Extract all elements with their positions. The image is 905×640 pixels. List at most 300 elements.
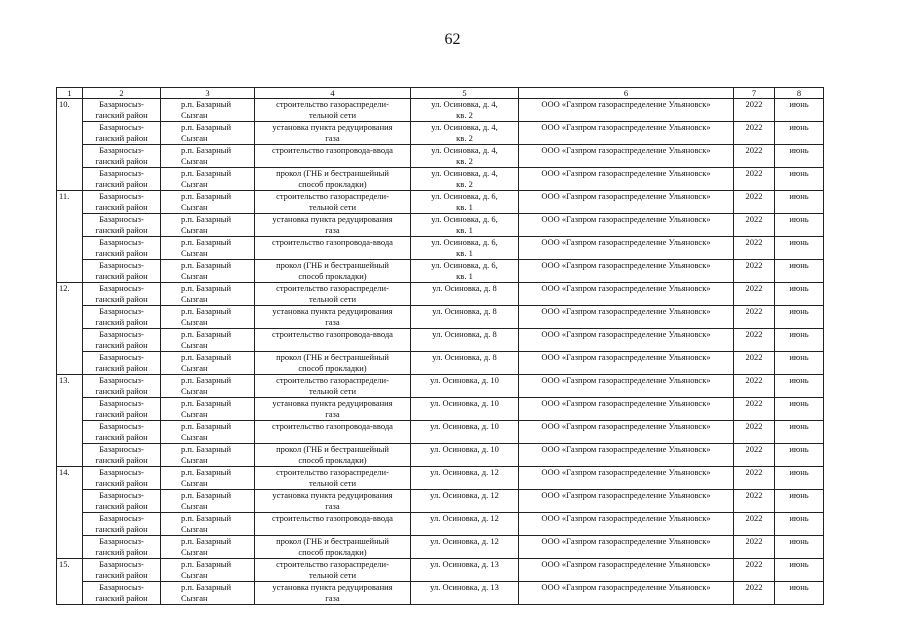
district-cell-line: ганский район <box>95 570 148 580</box>
work-type-cell-line: строительство газораспредели- <box>276 283 389 293</box>
work-type-cell-line: способ прокладки) <box>298 363 367 373</box>
year-cell: 2022 <box>734 490 775 513</box>
district-cell-line: ганский район <box>95 248 148 258</box>
work-type-cell-line: установка пункта редуцирования <box>272 490 393 500</box>
organization-cell: ООО «Газпром газораспределение Ульяновск» <box>519 122 734 145</box>
district-cell-line: ганский район <box>95 386 148 396</box>
month-cell: июнь <box>775 352 824 375</box>
work-type-cell <box>255 260 411 283</box>
settlement-cell-line: р.п. Базарный <box>181 145 232 155</box>
organization-cell: ООО «Газпром газораспределение Ульяновск» <box>519 513 734 536</box>
settlement-cell-line: р.п. Базарный <box>181 559 232 569</box>
address-cell-line: ул. Осиновка, д. 12 <box>430 467 499 477</box>
address-cell <box>411 375 519 398</box>
month-cell: июнь <box>775 214 824 237</box>
year-cell: 2022 <box>734 421 775 444</box>
table-row <box>57 398 824 421</box>
address-cell <box>411 329 519 352</box>
settlement-cell-line: р.п. Базарный <box>181 536 232 546</box>
district-cell-line: Базарносыз- <box>99 582 144 592</box>
header-cell: 4 <box>255 88 411 99</box>
district-cell-line: ганский район <box>95 409 148 419</box>
district-cell <box>83 513 161 536</box>
address-cell-line: ул. Осиновка, д. 12 <box>430 513 499 523</box>
settlement-cell <box>161 444 255 467</box>
year-cell: 2022 <box>734 145 775 168</box>
district-cell-line: ганский район <box>95 133 148 143</box>
work-type-cell-line: строительство газораспредели- <box>276 191 389 201</box>
settlement-cell <box>161 421 255 444</box>
item-number <box>57 168 83 191</box>
settlement-cell-line: Сызган <box>181 179 208 189</box>
item-number <box>57 421 83 444</box>
table-row <box>57 168 824 191</box>
district-cell <box>83 168 161 191</box>
district-cell-line: Базарносыз- <box>99 191 144 201</box>
work-type-cell-line: прокол (ГНБ и бестраншейный <box>276 168 389 178</box>
settlement-cell <box>161 283 255 306</box>
address-cell-line: ул. Осиновка, д. 8 <box>432 329 497 339</box>
address-cell-line: ул. Осиновка, д. 12 <box>430 536 499 546</box>
settlement-cell-line: Сызган <box>181 409 208 419</box>
organization-cell: ООО «Газпром газораспределение Ульяновск» <box>519 260 734 283</box>
organization-cell: ООО «Газпром газораспределение Ульяновск» <box>519 214 734 237</box>
address-cell-line: ул. Осиновка, д. 8 <box>432 352 497 362</box>
district-cell-line: Базарносыз- <box>99 168 144 178</box>
district-cell-line: ганский район <box>95 225 148 235</box>
district-cell-line: Базарносыз- <box>99 214 144 224</box>
settlement-cell <box>161 191 255 214</box>
settlement-cell <box>161 145 255 168</box>
work-type-cell <box>255 444 411 467</box>
district-cell-line: ганский район <box>95 432 148 442</box>
year-cell: 2022 <box>734 329 775 352</box>
district-cell-line: Базарносыз- <box>99 559 144 569</box>
year-cell: 2022 <box>734 214 775 237</box>
item-number <box>57 237 83 260</box>
item-number <box>57 398 83 421</box>
table-row <box>57 260 824 283</box>
organization-cell: ООО «Газпром газораспределение Ульяновск» <box>519 145 734 168</box>
district-cell <box>83 122 161 145</box>
address-cell <box>411 444 519 467</box>
work-type-cell <box>255 283 411 306</box>
table-row <box>57 329 824 352</box>
organization-cell: ООО «Газпром газораспределение Ульяновск» <box>519 421 734 444</box>
year-cell: 2022 <box>734 306 775 329</box>
year-cell: 2022 <box>734 168 775 191</box>
table-row <box>57 237 824 260</box>
work-type-cell-line: строительство газопровода-ввода <box>272 513 393 523</box>
settlement-cell-line: р.п. Базарный <box>181 513 232 523</box>
settlement-cell <box>161 536 255 559</box>
organization-cell: ООО «Газпром газораспределение Ульяновск» <box>519 398 734 421</box>
item-number <box>57 260 83 283</box>
month-cell: июнь <box>775 99 824 122</box>
work-type-cell-line: тельной сети <box>309 478 356 488</box>
address-cell-line: ул. Осиновка, д. 10 <box>430 421 499 431</box>
settlement-cell-line: Сызган <box>181 501 208 511</box>
table-row <box>57 467 824 490</box>
item-number <box>57 536 83 559</box>
month-cell: июнь <box>775 375 824 398</box>
work-type-cell-line: строительство газораспредели- <box>276 559 389 569</box>
address-cell <box>411 237 519 260</box>
district-cell-line: ганский район <box>95 501 148 511</box>
settlement-cell <box>161 467 255 490</box>
settlement-cell-line: р.п. Базарный <box>181 260 232 270</box>
district-cell <box>83 214 161 237</box>
work-type-cell-line: способ прокладки) <box>298 455 367 465</box>
year-cell: 2022 <box>734 191 775 214</box>
settlement-cell-line: р.п. Базарный <box>181 99 232 109</box>
month-cell: июнь <box>775 398 824 421</box>
header-cell: 5 <box>411 88 519 99</box>
organization-cell: ООО «Газпром газораспределение Ульяновск» <box>519 283 734 306</box>
district-cell <box>83 237 161 260</box>
address-cell-line: ул. Осиновка, д. 4, <box>431 168 498 178</box>
settlement-cell-line: Сызган <box>181 317 208 327</box>
settlement-cell-line: р.п. Базарный <box>181 467 232 477</box>
month-cell: июнь <box>775 559 824 582</box>
address-cell <box>411 260 519 283</box>
year-cell: 2022 <box>734 375 775 398</box>
work-type-cell-line: установка пункта редуцирования <box>272 214 393 224</box>
work-type-cell-line: прокол (ГНБ и бестраншейный <box>276 536 389 546</box>
district-cell <box>83 559 161 582</box>
organization-cell: ООО «Газпром газораспределение Ульяновск» <box>519 191 734 214</box>
settlement-cell <box>161 99 255 122</box>
district-cell-line: ганский район <box>95 363 148 373</box>
work-type-cell <box>255 352 411 375</box>
district-cell <box>83 260 161 283</box>
settlement-cell-line: Сызган <box>181 570 208 580</box>
table-row <box>57 513 824 536</box>
item-number <box>57 306 83 329</box>
district-cell <box>83 352 161 375</box>
settlement-cell <box>161 122 255 145</box>
address-cell-line: ул. Осиновка, д. 4, <box>431 122 498 132</box>
address-cell <box>411 467 519 490</box>
item-number <box>57 582 83 605</box>
settlement-cell-line: Сызган <box>181 156 208 166</box>
table-row <box>57 421 824 444</box>
district-cell-line: ганский район <box>95 593 148 603</box>
work-type-cell-line: прокол (ГНБ и бестраншейный <box>276 444 389 454</box>
district-cell-line: Базарносыз- <box>99 283 144 293</box>
work-type-cell-line: установка пункта редуцирования <box>272 582 393 592</box>
district-cell <box>83 191 161 214</box>
work-type-cell <box>255 99 411 122</box>
settlement-cell-line: Сызган <box>181 271 208 281</box>
settlement-cell <box>161 490 255 513</box>
year-cell: 2022 <box>734 352 775 375</box>
settlement-cell <box>161 559 255 582</box>
item-number <box>57 352 83 375</box>
page-number: 62 <box>444 31 461 48</box>
item-number <box>57 214 83 237</box>
year-cell: 2022 <box>734 260 775 283</box>
settlement-cell-line: Сызган <box>181 202 208 212</box>
settlement-cell-line: р.п. Базарный <box>181 490 232 500</box>
table-row <box>57 214 824 237</box>
address-cell-line: ул. Осиновка, д. 6, <box>431 260 498 270</box>
address-cell-line: кв. 1 <box>456 271 473 281</box>
address-cell-line: ул. Осиновка, д. 4, <box>431 99 498 109</box>
work-type-cell <box>255 582 411 605</box>
address-cell <box>411 99 519 122</box>
month-cell: июнь <box>775 421 824 444</box>
month-cell: июнь <box>775 582 824 605</box>
header-row <box>57 88 824 99</box>
address-cell-line: ул. Осиновка, д. 13 <box>430 559 499 569</box>
address-cell-line: ул. Осиновка, д. 13 <box>430 582 499 592</box>
settlement-cell <box>161 306 255 329</box>
district-cell-line: ганский район <box>95 156 148 166</box>
settlement-cell-line: р.п. Базарный <box>181 582 232 592</box>
address-cell <box>411 352 519 375</box>
district-cell-line: Базарносыз- <box>99 467 144 477</box>
settlement-cell <box>161 260 255 283</box>
work-type-cell <box>255 329 411 352</box>
header-cell: 8 <box>775 88 824 99</box>
work-type-cell-line: способ прокладки) <box>298 271 367 281</box>
header-cell: 1 <box>57 88 83 99</box>
month-cell: июнь <box>775 122 824 145</box>
work-type-cell-line: строительство газопровода-ввода <box>272 237 393 247</box>
district-cell-line: ганский район <box>95 547 148 557</box>
district-cell <box>83 145 161 168</box>
settlement-cell-line: Сызган <box>181 432 208 442</box>
work-type-cell-line: тельной сети <box>309 294 356 304</box>
address-cell-line: кв. 2 <box>456 110 473 120</box>
work-type-cell-line: газа <box>325 409 340 419</box>
item-number: 11. <box>57 191 83 214</box>
month-cell: июнь <box>775 490 824 513</box>
month-cell: июнь <box>775 467 824 490</box>
address-cell <box>411 168 519 191</box>
table-row <box>57 582 824 605</box>
work-type-cell <box>255 490 411 513</box>
settlement-cell-line: Сызган <box>181 455 208 465</box>
work-type-cell-line: строительство газораспредели- <box>276 467 389 477</box>
district-cell-line: Базарносыз- <box>99 490 144 500</box>
work-type-cell-line: тельной сети <box>309 110 356 120</box>
district-cell-line: Базарносыз- <box>99 99 144 109</box>
year-cell: 2022 <box>734 283 775 306</box>
table-row <box>57 99 824 122</box>
address-cell-line: кв. 1 <box>456 248 473 258</box>
item-number <box>57 122 83 145</box>
table-row <box>57 352 824 375</box>
settlement-cell <box>161 214 255 237</box>
settlement-cell-line: Сызган <box>181 110 208 120</box>
item-number: 14. <box>57 467 83 490</box>
work-type-cell-line: газа <box>325 317 340 327</box>
settlement-cell <box>161 582 255 605</box>
address-cell <box>411 398 519 421</box>
table-row <box>57 444 824 467</box>
organization-cell: ООО «Газпром газораспределение Ульяновск» <box>519 444 734 467</box>
settlement-cell-line: р.п. Базарный <box>181 352 232 362</box>
settlement-cell-line: р.п. Базарный <box>181 329 232 339</box>
district-cell-line: Базарносыз- <box>99 237 144 247</box>
address-cell-line: кв. 1 <box>456 202 473 212</box>
work-type-cell <box>255 168 411 191</box>
work-type-cell-line: тельной сети <box>309 570 356 580</box>
address-cell-line: кв. 2 <box>456 133 473 143</box>
settlement-cell-line: Сызган <box>181 478 208 488</box>
organization-cell: ООО «Газпром газораспределение Ульяновск» <box>519 168 734 191</box>
district-cell-line: ганский район <box>95 110 148 120</box>
organization-cell: ООО «Газпром газораспределение Ульяновск» <box>519 490 734 513</box>
table-row <box>57 145 824 168</box>
work-type-cell <box>255 559 411 582</box>
district-cell <box>83 582 161 605</box>
address-cell <box>411 191 519 214</box>
work-type-cell-line: строительство газораспредели- <box>276 375 389 385</box>
settlement-cell <box>161 375 255 398</box>
work-type-cell-line: газа <box>325 225 340 235</box>
settlement-cell-line: р.п. Базарный <box>181 237 232 247</box>
district-cell <box>83 490 161 513</box>
year-cell: 2022 <box>734 513 775 536</box>
month-cell: июнь <box>775 329 824 352</box>
item-number <box>57 329 83 352</box>
district-cell <box>83 283 161 306</box>
settlement-cell-line: Сызган <box>181 547 208 557</box>
district-cell-line: Базарносыз- <box>99 145 144 155</box>
month-cell: июнь <box>775 145 824 168</box>
table-body <box>57 99 824 605</box>
work-type-cell <box>255 306 411 329</box>
item-number: 13. <box>57 375 83 398</box>
address-cell <box>411 122 519 145</box>
address-cell-line: кв. 2 <box>456 179 473 189</box>
address-cell <box>411 513 519 536</box>
district-cell-line: Базарносыз- <box>99 122 144 132</box>
item-number <box>57 490 83 513</box>
table-row <box>57 536 824 559</box>
year-cell: 2022 <box>734 559 775 582</box>
settlement-cell-line: р.п. Базарный <box>181 421 232 431</box>
work-type-cell <box>255 214 411 237</box>
settlement-cell-line: р.п. Базарный <box>181 283 232 293</box>
address-cell <box>411 145 519 168</box>
month-cell: июнь <box>775 513 824 536</box>
district-cell-line: Базарносыз- <box>99 398 144 408</box>
work-type-cell-line: газа <box>325 501 340 511</box>
address-cell-line: ул. Осиновка, д. 4, <box>431 145 498 155</box>
work-type-cell <box>255 421 411 444</box>
district-cell-line: ганский район <box>95 202 148 212</box>
settlement-cell <box>161 398 255 421</box>
year-cell: 2022 <box>734 536 775 559</box>
address-cell <box>411 214 519 237</box>
settlement-cell <box>161 352 255 375</box>
district-cell-line: ганский район <box>95 524 148 534</box>
address-cell-line: ул. Осиновка, д. 10 <box>430 375 499 385</box>
item-number <box>57 444 83 467</box>
work-type-cell-line: установка пункта редуцирования <box>272 306 393 316</box>
district-cell <box>83 329 161 352</box>
district-cell-line: Базарносыз- <box>99 421 144 431</box>
district-cell <box>83 536 161 559</box>
month-cell: июнь <box>775 444 824 467</box>
item-number <box>57 513 83 536</box>
settlement-cell-line: р.п. Базарный <box>181 168 232 178</box>
table-row <box>57 375 824 398</box>
month-cell: июнь <box>775 260 824 283</box>
year-cell: 2022 <box>734 122 775 145</box>
work-type-cell-line: способ прокладки) <box>298 547 367 557</box>
settlement-cell-line: р.п. Базарный <box>181 444 232 454</box>
address-cell-line: ул. Осиновка, д. 6, <box>431 237 498 247</box>
district-cell-line: ганский район <box>95 340 148 350</box>
item-number: 12. <box>57 283 83 306</box>
year-cell: 2022 <box>734 444 775 467</box>
settlement-cell <box>161 237 255 260</box>
work-type-cell <box>255 375 411 398</box>
work-type-cell <box>255 122 411 145</box>
year-cell: 2022 <box>734 398 775 421</box>
address-cell-line: ул. Осиновка, д. 6, <box>431 214 498 224</box>
settlement-cell-line: р.п. Базарный <box>181 122 232 132</box>
month-cell: июнь <box>775 191 824 214</box>
district-cell <box>83 306 161 329</box>
address-cell <box>411 559 519 582</box>
work-type-cell-line: строительство газопровода-ввода <box>272 421 393 431</box>
district-cell-line: Базарносыз- <box>99 375 144 385</box>
works-table <box>56 87 824 605</box>
table-row <box>57 490 824 513</box>
district-cell-line: ганский район <box>95 179 148 189</box>
settlement-cell-line: р.п. Базарный <box>181 375 232 385</box>
work-type-cell-line: способ прокладки) <box>298 179 367 189</box>
item-number <box>57 145 83 168</box>
address-cell-line: кв. 2 <box>456 156 473 166</box>
settlement-cell-line: р.п. Базарный <box>181 398 232 408</box>
organization-cell: ООО «Газпром газораспределение Ульяновск» <box>519 582 734 605</box>
address-cell <box>411 582 519 605</box>
settlement-cell-line: р.п. Базарный <box>181 306 232 316</box>
district-cell-line: Базарносыз- <box>99 306 144 316</box>
address-cell-line: ул. Осиновка, д. 8 <box>432 283 497 293</box>
address-cell <box>411 283 519 306</box>
work-type-cell-line: газа <box>325 133 340 143</box>
item-number: 15. <box>57 559 83 582</box>
month-cell: июнь <box>775 237 824 260</box>
address-cell-line: ул. Осиновка, д. 12 <box>430 490 499 500</box>
district-cell-line: ганский район <box>95 294 148 304</box>
work-type-cell-line: прокол (ГНБ и бестраншейный <box>276 260 389 270</box>
address-cell <box>411 490 519 513</box>
year-cell: 2022 <box>734 467 775 490</box>
organization-cell: ООО «Газпром газораспределение Ульяновск» <box>519 237 734 260</box>
settlement-cell-line: р.п. Базарный <box>181 191 232 201</box>
district-cell <box>83 467 161 490</box>
organization-cell: ООО «Газпром газораспределение Ульяновск» <box>519 352 734 375</box>
district-cell-line: Базарносыз- <box>99 260 144 270</box>
settlement-cell <box>161 329 255 352</box>
address-cell <box>411 536 519 559</box>
month-cell: июнь <box>775 536 824 559</box>
organization-cell: ООО «Газпром газораспределение Ульяновск» <box>519 467 734 490</box>
district-cell <box>83 375 161 398</box>
district-cell-line: Базарносыз- <box>99 536 144 546</box>
settlement-cell-line: Сызган <box>181 524 208 534</box>
work-type-cell-line: тельной сети <box>309 202 356 212</box>
